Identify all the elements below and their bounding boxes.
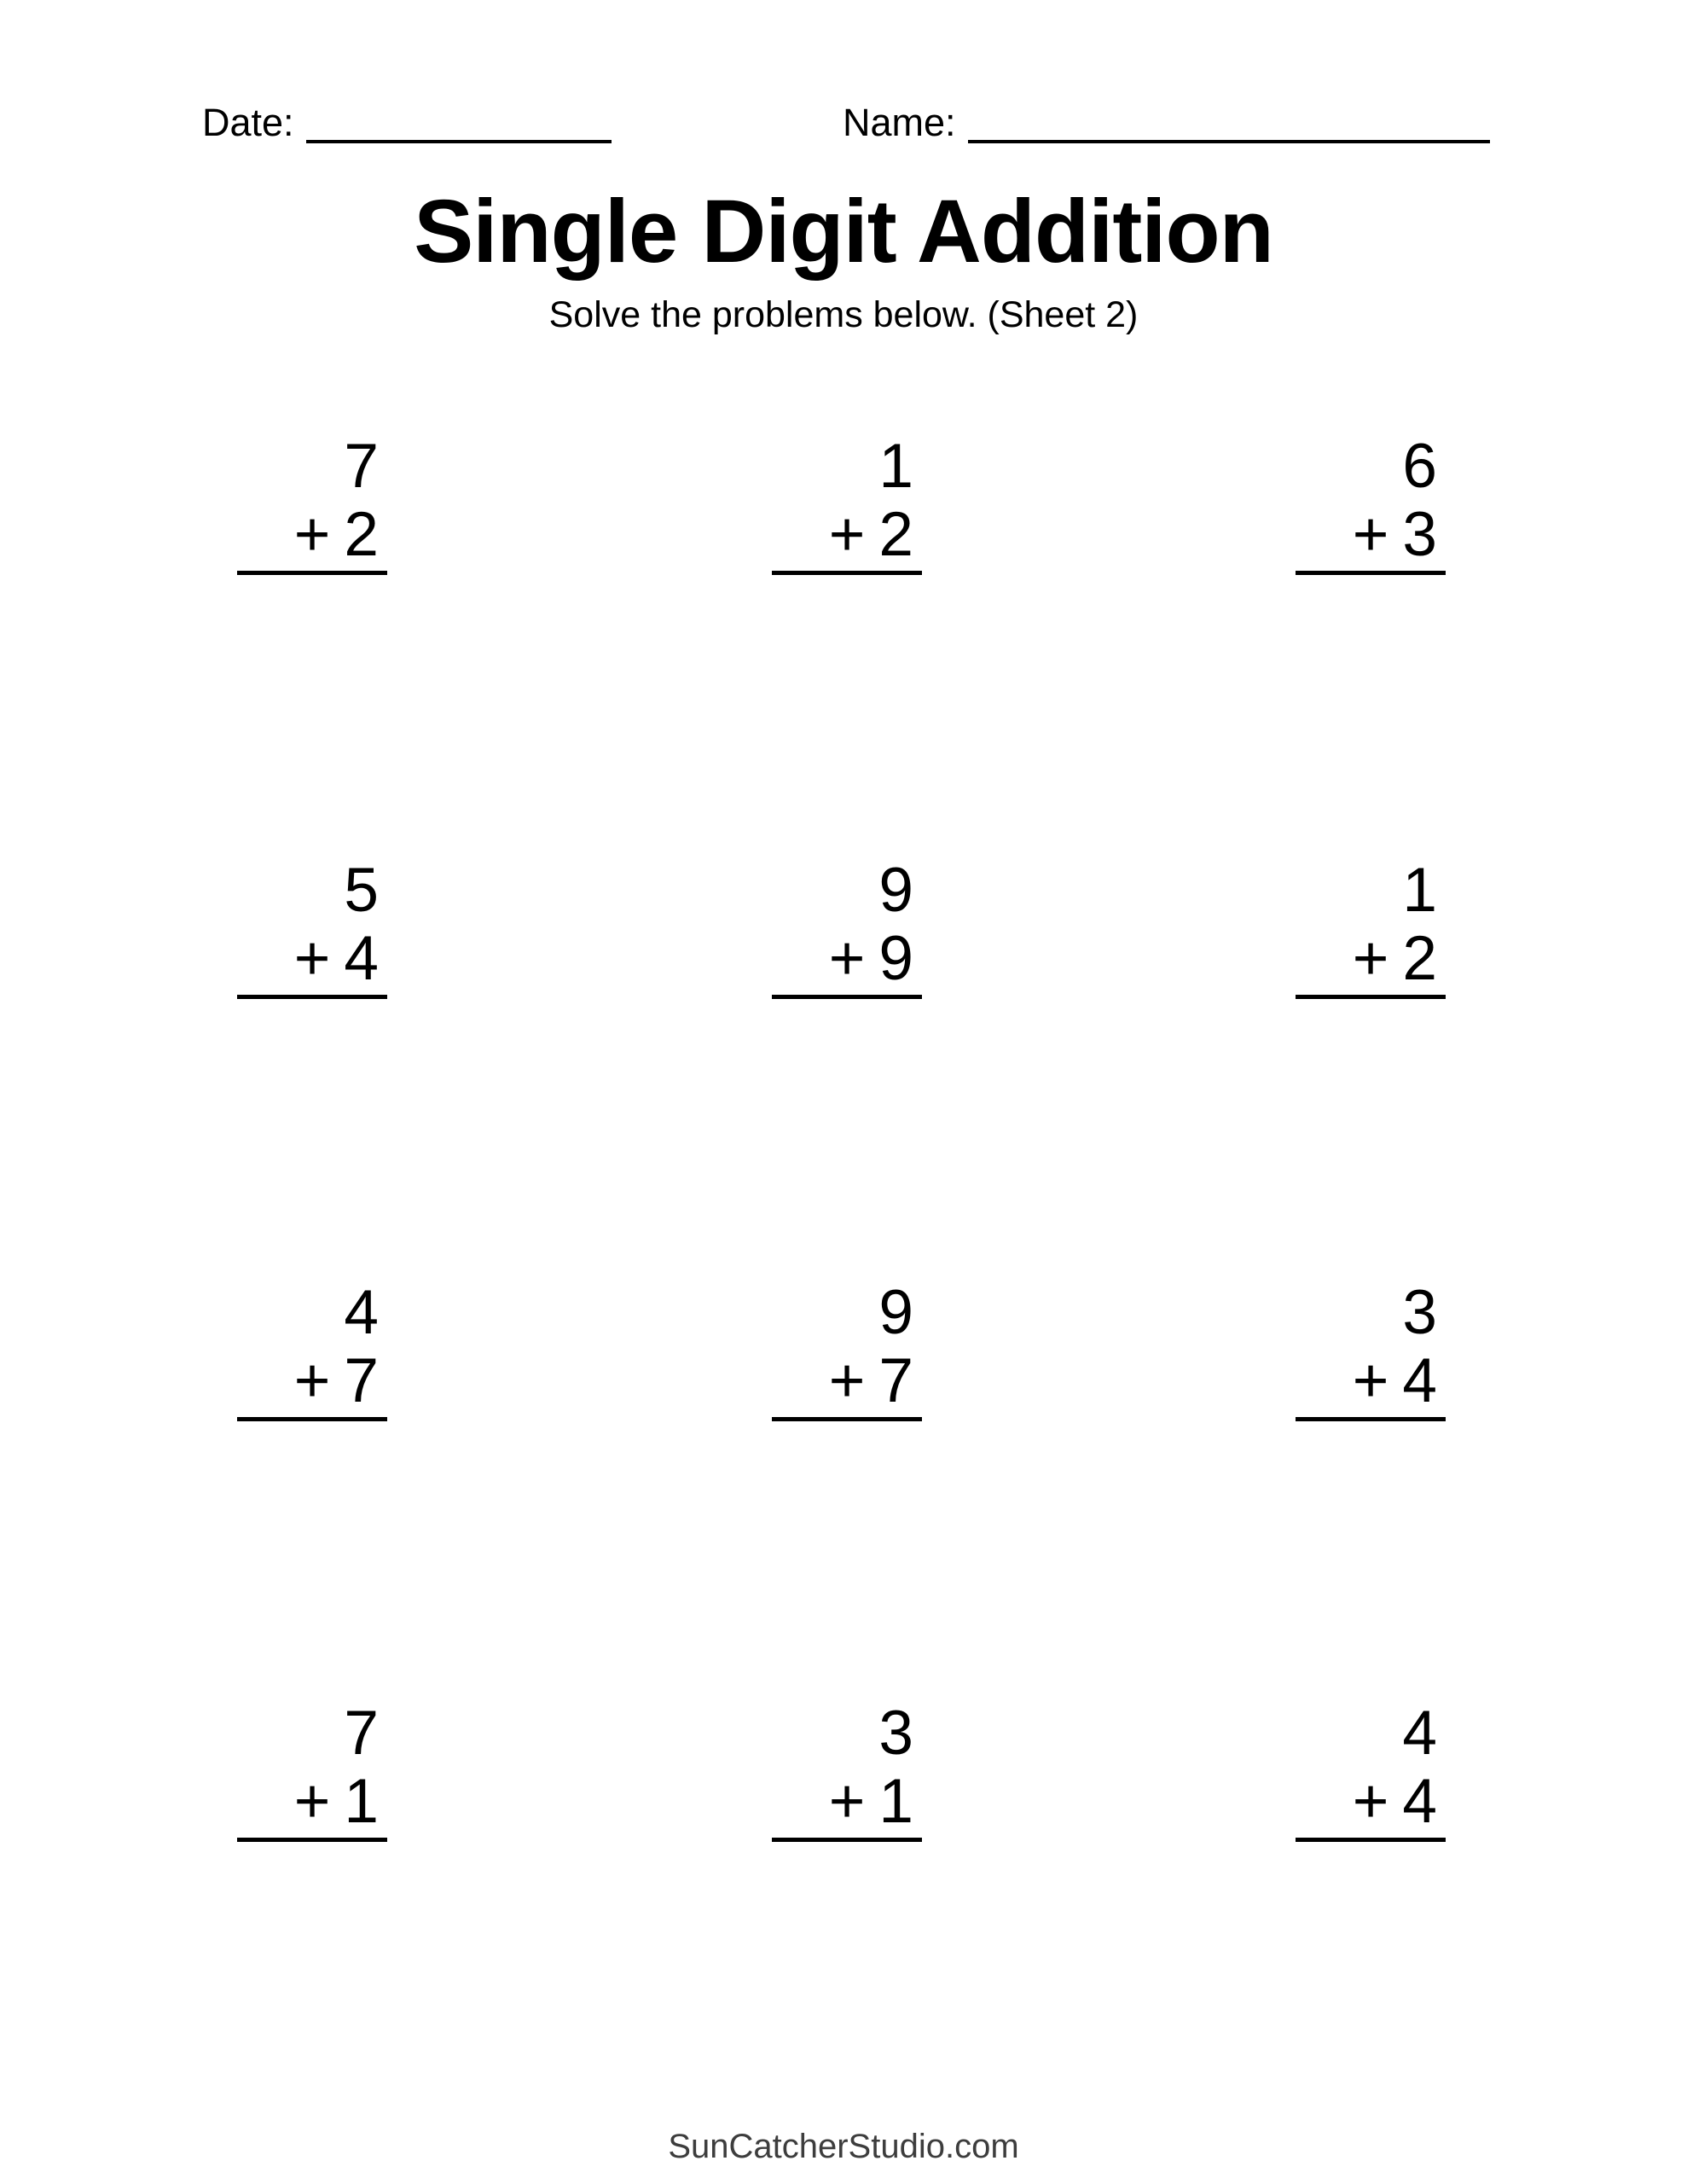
plus-operator: + [828,1767,866,1836]
answer-line [1296,1838,1446,1842]
bottom-addend: 7 [878,1346,913,1415]
problem-8 [772,1279,922,1421]
worksheet-title: Single Digit Addition [414,182,1273,282]
problem-5 [772,857,922,999]
bottom-addend: 1 [878,1767,913,1836]
date-blank-line[interactable] [306,101,612,143]
name-label: Name: [843,101,956,144]
plus-operator: + [1352,1346,1389,1415]
name-blank-line[interactable] [968,101,1490,143]
bottom-row [237,925,387,993]
top-addend: 3 [878,1699,913,1768]
plus-operator: + [293,924,331,993]
problem-9 [1296,1279,1446,1421]
problem-6 [1296,857,1446,999]
bottom-row [772,1347,922,1415]
bottom-addend: 2 [344,500,379,569]
top-addend: 5 [344,856,379,925]
plus-operator: + [828,924,866,993]
bottom-row [1296,1347,1446,1415]
plus-operator: + [1352,1767,1389,1836]
answer-line [1296,995,1446,999]
date-field [202,101,612,143]
plus-operator: + [1352,924,1389,993]
plus-operator: + [293,1346,331,1415]
site-credit: SunCatcherStudio.com [668,2128,1019,2165]
problem-12 [1296,1699,1446,1842]
answer-line [237,1838,387,1842]
bottom-addend: 1 [344,1767,379,1836]
name-field [843,101,1490,143]
plus-operator: + [1352,500,1389,569]
answer-line [772,1417,922,1421]
bottom-row [1296,501,1446,569]
bottom-addend: 7 [344,1346,379,1415]
bottom-addend: 3 [1402,500,1437,569]
plus-operator: + [828,500,866,569]
problem-2 [772,433,922,575]
bottom-row [772,925,922,993]
answer-line [1296,571,1446,575]
plus-operator: + [828,1346,866,1415]
bottom-addend: 4 [1402,1346,1437,1415]
plus-operator: + [293,500,331,569]
top-addend: 9 [878,1278,913,1347]
problem-7 [237,1279,387,1421]
problem-11 [772,1699,922,1842]
bottom-row [772,1768,922,1836]
top-addend: 4 [344,1278,379,1347]
bottom-addend: 2 [878,500,913,569]
answer-line [772,571,922,575]
top-addend: 4 [1402,1699,1437,1768]
answer-line [237,995,387,999]
bottom-row [237,501,387,569]
date-label: Date: [202,101,294,144]
top-addend: 7 [344,1699,379,1768]
answer-line [1296,1417,1446,1421]
bottom-row [1296,1768,1446,1836]
bottom-addend: 9 [878,924,913,993]
top-addend: 9 [878,856,913,925]
bottom-addend: 2 [1402,924,1437,993]
bottom-addend: 4 [1402,1767,1437,1836]
top-addend: 1 [878,432,913,501]
bottom-row [772,501,922,569]
plus-operator: + [293,1767,331,1836]
answer-line [237,571,387,575]
answer-line [237,1417,387,1421]
top-addend: 7 [344,432,379,501]
problem-4 [237,857,387,999]
problem-10 [237,1699,387,1842]
problem-1 [237,433,387,575]
answer-line [772,995,922,999]
bottom-row [1296,925,1446,993]
top-addend: 6 [1402,432,1437,501]
problem-3 [1296,433,1446,575]
bottom-row [237,1347,387,1415]
bottom-addend: 4 [344,924,379,993]
worksheet-instructions: Solve the problems below. (Sheet 2) [548,294,1139,335]
top-addend: 3 [1402,1278,1437,1347]
answer-line [772,1838,922,1842]
bottom-row [237,1768,387,1836]
top-addend: 1 [1402,856,1437,925]
